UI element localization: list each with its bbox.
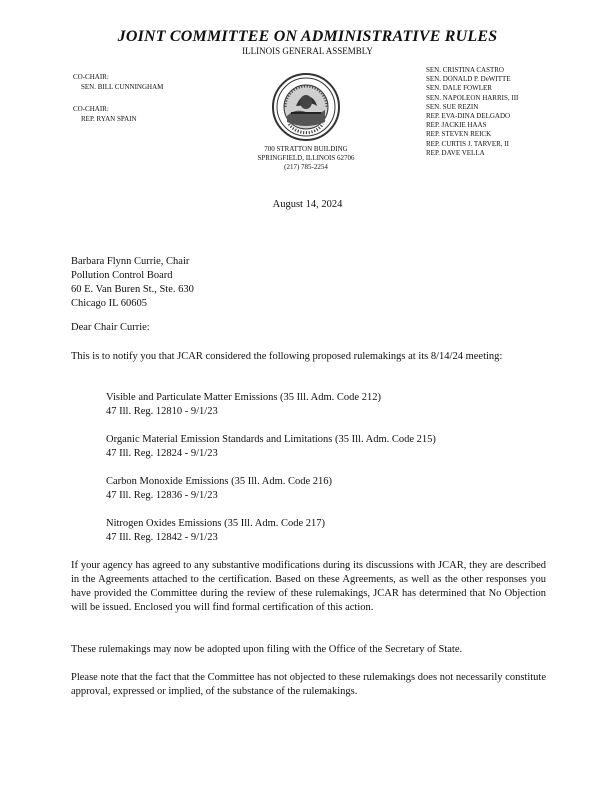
rulemaking-title: Visible and Particulate Matter Emissions (35 Ill. Adm. Code 212) <box>106 392 381 403</box>
recipient-address <box>71 255 194 311</box>
state-seal-icon <box>271 72 341 142</box>
rulemaking-reg: 47 Ill. Reg. 12836 - 9/1/23 <box>106 490 218 501</box>
member-name: REP. STEVEN REICK <box>426 130 492 139</box>
member-name: SEN. SUE REZIN <box>426 102 479 111</box>
member-name: REP. EVA-DINA DELGADO <box>426 112 511 121</box>
salutation: Dear Chair Currie: <box>71 322 150 333</box>
address-phone: (217) 785-2254 <box>284 163 328 171</box>
cochair-block <box>73 72 163 92</box>
rulemaking-title: Organic Material Emission Standards and Limitations (35 Ill. Adm. Code 215) <box>106 434 436 445</box>
rulemaking-reg: 47 Ill. Reg. 12810 - 9/1/23 <box>106 406 218 417</box>
rulemaking-reg: 47 Ill. Reg. 12842 - 9/1/23 <box>106 532 218 543</box>
address-city: SPRINGFIELD, ILLINOIS 62706 <box>257 154 355 162</box>
recipient-city: Chicago IL 60605 <box>71 298 148 309</box>
intro-paragraph: This is to notify you that JCAR considered the following proposed rulemakings at its 8/14/24 meeting: <box>71 351 503 362</box>
rulemaking-title: Carbon Monoxide Emissions (35 Ill. Adm. Code 216) <box>106 476 333 487</box>
member-name: SEN. DONALD P. DeWITTE <box>426 75 511 84</box>
member-name: SEN. NAPOLEON HARRIS, III <box>426 93 519 102</box>
member-name: REP. DAVE VELLA <box>426 148 485 157</box>
rulemaking-title: Nitrogen Oxides Emissions (35 Ill. Adm. Code 217) <box>106 518 326 529</box>
member-name: REP. JACKIE HAAS <box>426 121 487 130</box>
agreements-paragraph: If your agency has agreed to any substantive modifications during its discussions with JCAR, they are described in the Agreements attached to the certification. Based on these Agreements, as well as the other responses you have provided the Committee during the review of these rulemakings, JCAR has determined that No Objection will be issued. Enclosed you will find formal certification of this action. <box>71 560 546 613</box>
adoption-paragraph: These rulemakings may now be adopted upon filing with the Office of the Secretary of State. <box>71 644 463 655</box>
recipient-org: Pollution Control Board <box>71 270 173 281</box>
address-building: 700 STRATTON BUILDING <box>264 145 348 153</box>
committee-title: JOINT COMMITTEE ON ADMINISTRATIVE RULES <box>117 28 498 45</box>
cochair-name: REP. RYAN SPAIN <box>81 115 137 123</box>
rulemaking-reg: 47 Ill. Reg. 12824 - 9/1/23 <box>106 448 218 459</box>
cochair-block <box>73 104 137 124</box>
seal-graphic <box>271 72 341 142</box>
rulemaking-item <box>106 391 381 419</box>
disclaimer-paragraph: Please note that the fact that the Committee has not objected to these rulemakings does not necessarily constitute approval, expressed or implied, of the substance of the rulemakings. <box>71 672 546 697</box>
recipient-name: Barbara Flynn Currie, Chair <box>71 256 190 267</box>
recipient-street: 60 E. Van Buren St., Ste. 630 <box>71 284 194 295</box>
committee-members-list <box>426 66 518 158</box>
rulemaking-item <box>106 517 325 545</box>
assembly-subtitle: ILLINOIS GENERAL ASSEMBLY <box>242 46 373 56</box>
member-name: SEN. CRISTINA CASTRO <box>426 66 504 74</box>
member-name: REP. CURTIS J. TARVER, II <box>426 139 509 148</box>
rulemaking-item <box>106 433 436 461</box>
office-address <box>250 145 362 172</box>
rulemaking-item <box>106 475 332 503</box>
cochair-name: SEN. BILL CUNNINGHAM <box>81 83 164 91</box>
member-name: SEN. DALE FOWLER <box>426 84 492 93</box>
letter-date: August 14, 2024 <box>272 199 343 210</box>
cochair-label: CO-CHAIR: <box>73 73 109 81</box>
cochair-label: CO-CHAIR: <box>73 105 109 113</box>
